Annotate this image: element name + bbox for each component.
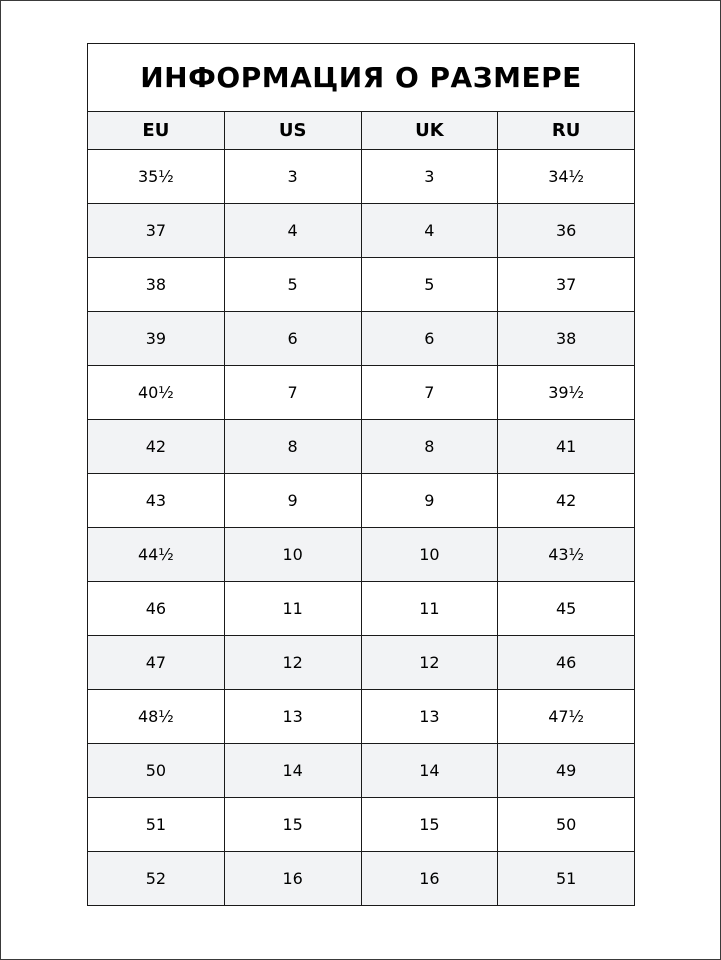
cell-uk: 8 [361, 420, 498, 474]
cell-uk: 11 [361, 582, 498, 636]
cell-uk: 15 [361, 798, 498, 852]
cell-eu: 47 [88, 636, 225, 690]
cell-eu: 42 [88, 420, 225, 474]
cell-ru: 51 [498, 852, 635, 906]
cell-ru: 50 [498, 798, 635, 852]
size-rows [88, 150, 635, 906]
table-row [88, 420, 635, 474]
cell-us: 8 [224, 420, 361, 474]
cell-uk: 7 [361, 366, 498, 420]
column-header-ru: RU [498, 112, 635, 150]
column-header-us: US [224, 112, 361, 150]
cell-eu: 50 [88, 744, 225, 798]
size-chart-table [87, 43, 635, 906]
cell-ru: 49 [498, 744, 635, 798]
cell-ru: 46 [498, 636, 635, 690]
column-header-uk: UK [361, 112, 498, 150]
table-row [88, 636, 635, 690]
cell-eu: 43 [88, 474, 225, 528]
header-row [88, 112, 635, 150]
cell-us: 13 [224, 690, 361, 744]
cell-eu: 37 [88, 204, 225, 258]
cell-eu: 48½ [88, 690, 225, 744]
chart-title: ИНФОРМАЦИЯ О РАЗМЕРЕ [88, 44, 635, 112]
table-row [88, 474, 635, 528]
cell-eu: 46 [88, 582, 225, 636]
cell-ru: 41 [498, 420, 635, 474]
cell-us: 9 [224, 474, 361, 528]
table-row [88, 258, 635, 312]
table-row [88, 150, 635, 204]
cell-eu: 44½ [88, 528, 225, 582]
cell-eu: 38 [88, 258, 225, 312]
cell-eu: 52 [88, 852, 225, 906]
cell-ru: 47½ [498, 690, 635, 744]
cell-ru: 34½ [498, 150, 635, 204]
cell-uk: 13 [361, 690, 498, 744]
table-row [88, 690, 635, 744]
cell-ru: 39½ [498, 366, 635, 420]
cell-us: 3 [224, 150, 361, 204]
cell-ru: 36 [498, 204, 635, 258]
cell-ru: 42 [498, 474, 635, 528]
cell-uk: 5 [361, 258, 498, 312]
cell-ru: 38 [498, 312, 635, 366]
cell-eu: 51 [88, 798, 225, 852]
cell-ru: 37 [498, 258, 635, 312]
cell-us: 15 [224, 798, 361, 852]
cell-uk: 16 [361, 852, 498, 906]
table-row [88, 366, 635, 420]
table-row [88, 312, 635, 366]
cell-us: 4 [224, 204, 361, 258]
cell-us: 7 [224, 366, 361, 420]
cell-us: 16 [224, 852, 361, 906]
column-header-eu: EU [88, 112, 225, 150]
cell-us: 6 [224, 312, 361, 366]
cell-uk: 10 [361, 528, 498, 582]
table-row [88, 798, 635, 852]
cell-us: 5 [224, 258, 361, 312]
table-row [88, 582, 635, 636]
table-row [88, 744, 635, 798]
cell-uk: 9 [361, 474, 498, 528]
cell-ru: 45 [498, 582, 635, 636]
cell-ru: 43½ [498, 528, 635, 582]
cell-uk: 3 [361, 150, 498, 204]
cell-eu: 35½ [88, 150, 225, 204]
cell-uk: 14 [361, 744, 498, 798]
cell-uk: 4 [361, 204, 498, 258]
cell-eu: 39 [88, 312, 225, 366]
table-row [88, 204, 635, 258]
cell-us: 12 [224, 636, 361, 690]
table-row [88, 852, 635, 906]
cell-eu: 40½ [88, 366, 225, 420]
cell-us: 14 [224, 744, 361, 798]
cell-uk: 12 [361, 636, 498, 690]
table-row [88, 528, 635, 582]
cell-us: 11 [224, 582, 361, 636]
cell-uk: 6 [361, 312, 498, 366]
cell-us: 10 [224, 528, 361, 582]
